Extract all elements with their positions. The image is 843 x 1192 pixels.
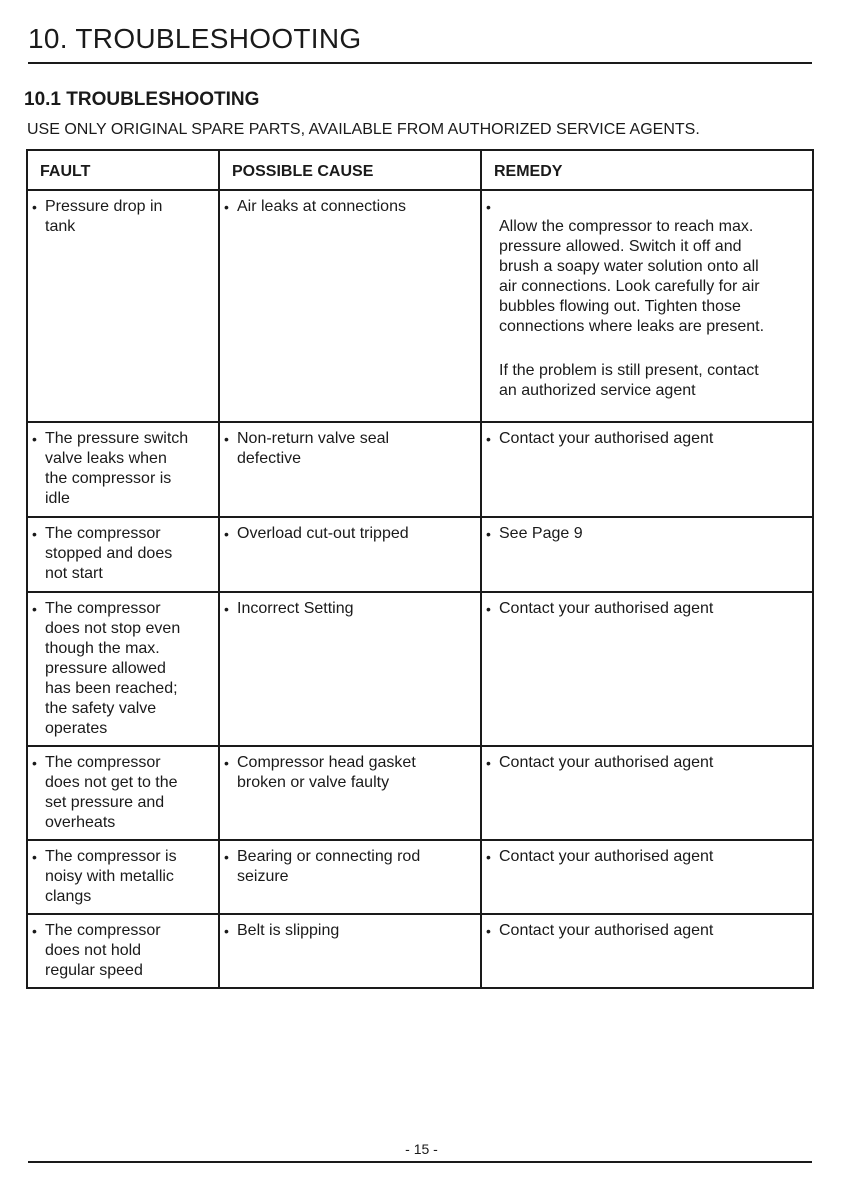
fault-cell [27, 422, 219, 517]
list-item [32, 599, 214, 739]
section-title: 10.1 TROUBLESHOOTING [24, 89, 260, 110]
table-row [27, 592, 813, 746]
cause-cell [219, 517, 481, 592]
bullet-marker: • [224, 601, 229, 617]
chapter-title: 10. TROUBLESHOOTING [28, 23, 362, 54]
cause-cell [219, 914, 481, 988]
fault-cell [27, 517, 219, 592]
cause-text: Belt is slipping [237, 922, 340, 939]
list-item [224, 847, 476, 887]
bullet-marker: • [486, 431, 491, 447]
bullet-marker: • [32, 849, 37, 865]
list-item [486, 847, 808, 867]
list-item [32, 847, 214, 907]
list-item [224, 753, 476, 793]
fault-text: The compressor stopped and does not start [45, 525, 173, 582]
column-header-possible-cause: POSSIBLE CAUSE [219, 150, 481, 190]
fault-cell [27, 190, 219, 422]
bullet-marker: • [32, 431, 37, 447]
cause-text: Compressor head gasket broken or valve faulty [237, 754, 416, 791]
bullet-marker: • [32, 923, 37, 939]
cause-text: Overload cut-out tripped [237, 525, 409, 542]
remedy-text: Contact your authorised agent [499, 430, 714, 447]
bullet-marker: • [486, 526, 491, 542]
bullet-marker: • [486, 755, 491, 771]
chapter-divider [28, 62, 812, 64]
fault-cell [27, 592, 219, 746]
bullet-marker: • [224, 431, 229, 447]
remedy-cell [481, 592, 813, 746]
page-number: - 15 - [405, 1141, 438, 1157]
cause-cell [219, 592, 481, 746]
fault-text: The compressor does not get to the set pressure and overheats [45, 754, 178, 831]
column-header-remedy: REMEDY [481, 150, 813, 190]
bullet-marker: • [224, 849, 229, 865]
fault-text: The compressor is noisy with metallic clangs [45, 848, 177, 905]
cause-text: Non-return valve seal defective [237, 430, 390, 467]
remedy-text: Allow the compressor to reach max. pressure allowed. Switch it off and brush a soapy water solution onto all air connections. Look carefully for air bubbles flowing out. Tighten those connections where leaks are present. [499, 218, 765, 335]
list-item [224, 197, 476, 217]
table-row [27, 914, 813, 988]
bullet-marker: • [32, 526, 37, 542]
table-row [27, 746, 813, 840]
fault-text: Pressure drop in tank [45, 198, 163, 235]
remedy-cell [481, 422, 813, 517]
remedy-text: See Page 9 [499, 525, 583, 542]
remedy-extra-text: If the problem is still present, contact an authorized service agent [499, 362, 759, 399]
bullet-marker: • [486, 849, 491, 865]
list-item [32, 753, 214, 833]
list-item [32, 197, 214, 237]
remedy-text: Contact your authorised agent [499, 600, 714, 617]
list-item [486, 753, 808, 773]
bullet-marker: • [486, 601, 491, 617]
list-item [224, 429, 476, 469]
list-item [224, 599, 476, 619]
cause-cell [219, 190, 481, 422]
cause-text: Incorrect Setting [237, 600, 354, 617]
list-item [224, 524, 476, 544]
list-item [486, 921, 808, 941]
remedy-text: Contact your authorised agent [499, 922, 714, 939]
fault-cell [27, 840, 219, 914]
bullet-marker: • [32, 601, 37, 617]
table-header-row [27, 150, 813, 190]
cause-text: Air leaks at connections [237, 198, 406, 215]
column-header-fault: FAULT [27, 150, 219, 190]
remedy-cell [481, 190, 813, 422]
bullet-marker: • [486, 923, 491, 939]
bullet-marker: • [224, 923, 229, 939]
table-row [27, 517, 813, 592]
bullet-marker: • [224, 755, 229, 771]
remedy-cell [481, 914, 813, 988]
cause-text: Bearing or connecting rod seizure [237, 848, 421, 885]
table-row [27, 840, 813, 914]
footer-divider [28, 1161, 812, 1163]
bullet-marker: • [32, 755, 37, 771]
fault-text: The compressor does not stop even though the max. pressure allowed has been reached; the safety valve operates [45, 600, 181, 737]
list-item [224, 921, 476, 941]
intro-notice: USE ONLY ORIGINAL SPARE PARTS, AVAILABLE FROM AUTHORIZED SERVICE AGENTS. [27, 121, 700, 138]
remedy-cell [481, 517, 813, 592]
cause-cell [219, 746, 481, 840]
list-item [486, 524, 808, 544]
list-item [32, 524, 214, 584]
list-item [486, 197, 808, 421]
list-item [32, 429, 214, 509]
bullet-marker: • [224, 199, 229, 215]
list-item [486, 599, 808, 619]
remedy-text: Contact your authorised agent [499, 848, 714, 865]
fault-text: The compressor does not hold regular speed [45, 922, 161, 979]
cause-cell [219, 422, 481, 517]
bullet-marker: • [32, 199, 37, 215]
cause-cell [219, 840, 481, 914]
bullet-marker: • [224, 526, 229, 542]
table-row [27, 190, 813, 422]
list-item [32, 921, 214, 981]
troubleshooting-table [26, 149, 814, 989]
fault-cell [27, 746, 219, 840]
remedy-cell [481, 746, 813, 840]
bullet-marker: • [486, 199, 491, 215]
remedy-text: Contact your authorised agent [499, 754, 714, 771]
list-item [486, 429, 808, 449]
remedy-cell [481, 840, 813, 914]
fault-text: The pressure switch valve leaks when the compressor is idle [45, 430, 189, 507]
table-row [27, 422, 813, 517]
fault-cell [27, 914, 219, 988]
